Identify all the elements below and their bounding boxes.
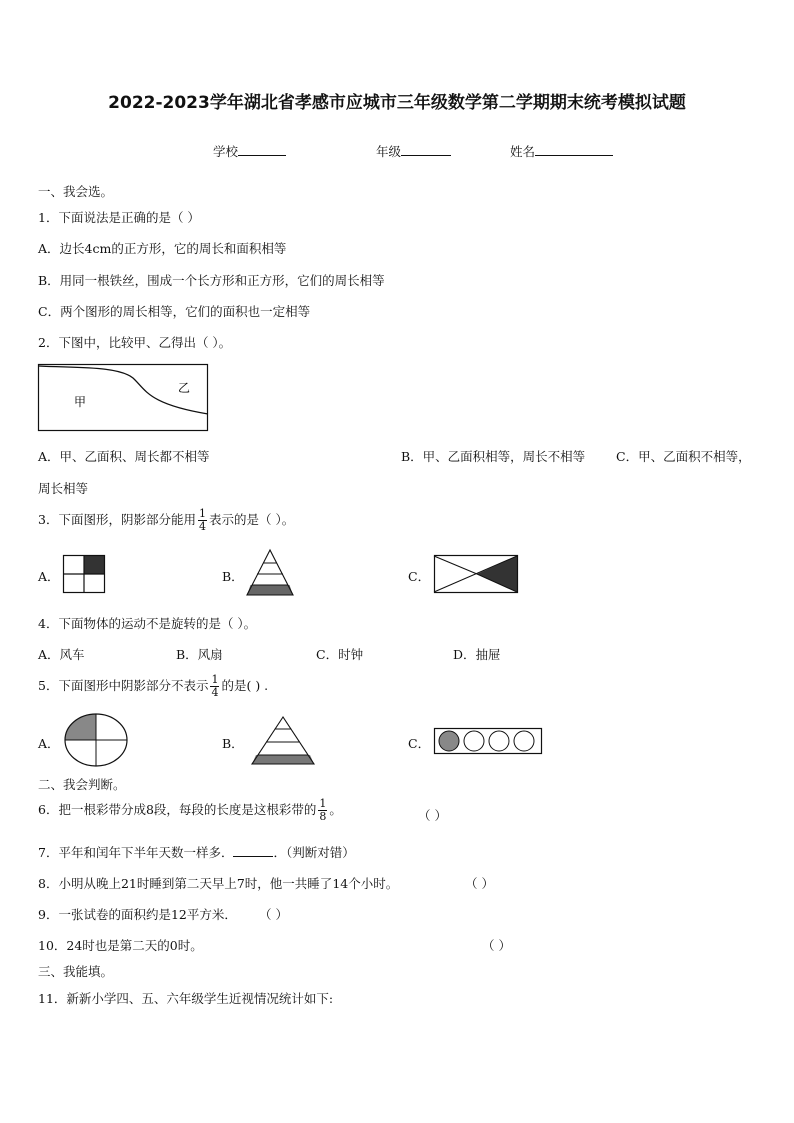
q3-figure-a-grid — [63, 555, 105, 593]
q3-stem-post: 表示的是（ ）。 — [208, 512, 295, 527]
q8-answer-paren[interactable]: （ ） — [465, 876, 494, 891]
q3-option-c[interactable]: C． — [408, 569, 431, 584]
q1-option-c[interactable]: C．两个图形的周长相等，它们的面积也一定相等 — [38, 304, 311, 319]
section-heading-2: 二、我会判断。 — [38, 777, 126, 792]
q5-stem-post: 的是( ) . — [221, 678, 269, 693]
q5-option-c[interactable]: C． — [408, 736, 431, 751]
q8-text: 8．小明从晚上21时睡到第二天早上7时，他一共睡了14个小时。 — [38, 876, 399, 891]
q5-fraction: $\frac{1}{4}$ — [211, 673, 219, 699]
q3-fraction: $\frac{1}{4}$ — [198, 507, 206, 533]
q9-text: 9．一张试卷的面积约是12平方米． — [38, 907, 237, 922]
q4-option-c[interactable]: C．时钟 — [316, 647, 364, 662]
grade-blank[interactable] — [401, 143, 451, 156]
q2-label-yi: 乙 — [178, 381, 191, 395]
q3-stem-pre: 3．下面图形，阴影部分能用 — [38, 512, 196, 527]
q5-figure-c-circles — [434, 728, 542, 754]
q5-stem-pre: 5．下面图形中阴影部分不表示 — [38, 678, 209, 693]
name-blank[interactable] — [535, 143, 613, 156]
q7-question — [38, 843, 355, 861]
page-title: 2022-2023学年湖北省孝感市应城市三年级数学第二学期期末统考模拟试题 — [108, 93, 686, 113]
name-field[interactable] — [510, 142, 613, 160]
school-blank[interactable] — [238, 143, 286, 156]
q3-figure-c-rectangle — [434, 555, 518, 593]
q4-option-a[interactable]: A．风车 — [38, 647, 85, 662]
school-field[interactable] — [213, 142, 286, 160]
q1-option-b[interactable]: B．用同一根铁丝，围成一个长方形和正方形，它们的周长相等 — [38, 273, 385, 288]
q6-fraction: $\frac{1}{8}$ — [319, 797, 327, 823]
name-label: 姓名 — [510, 144, 536, 159]
grade-field[interactable] — [376, 142, 451, 160]
q6-period: 。 — [329, 802, 342, 817]
q7-text: 7．平年和闰年下半年天数一样多． — [38, 845, 234, 860]
school-label: 学校 — [213, 144, 239, 159]
q2-option-b[interactable]: B．甲、乙面积相等，周长不相等 — [401, 449, 586, 464]
q2-label-jia: 甲 — [74, 395, 87, 409]
section-heading-3: 三、我能填。 — [38, 964, 114, 979]
q6-text: 6．把一根彩带分成8段，每段的长度是这根彩带的 — [38, 802, 317, 817]
q5-figure-b-triangle — [250, 716, 316, 766]
q11-text: 11．新新小学四、五、六年级学生近视情况统计如下: — [38, 991, 334, 1006]
grade-label: 年级 — [376, 144, 402, 159]
q3-figure-b-triangle — [246, 549, 294, 597]
q3-option-b[interactable]: B． — [222, 569, 244, 584]
q1-stem: 1．下面说法是正确的是（ ） — [38, 210, 200, 225]
q4-option-d[interactable]: D．抽屉 — [453, 647, 501, 662]
q2-option-c[interactable]: C．甲、乙面积不相等， — [616, 449, 751, 464]
q5-option-b[interactable]: B． — [222, 736, 244, 751]
q5-stem — [38, 674, 268, 699]
q6-question — [38, 798, 342, 823]
q10-text: 10．24时也是第二天的0时。 — [38, 938, 203, 953]
q7-answer-blank[interactable] — [233, 844, 273, 857]
q9-answer-paren[interactable]: （ ） — [259, 907, 288, 922]
q2-stem: 2．下图中，比较甲、乙得出（ ）。 — [38, 335, 232, 350]
q1-option-a[interactable]: A．边长4cm的正方形，它的周长和面积相等 — [38, 241, 287, 256]
q2-option-c-cont: 周长相等 — [38, 481, 89, 496]
q5-figure-a-oval — [64, 713, 128, 767]
q3-option-a[interactable]: A． — [38, 569, 60, 584]
q3-stem — [38, 508, 294, 533]
q10-answer-paren[interactable]: （ ） — [482, 938, 511, 953]
q4-stem: 4．下面物体的运动不是旋转的是（ ）。 — [38, 616, 257, 631]
q6-answer-paren[interactable]: （ ） — [418, 808, 447, 823]
q4-option-b[interactable]: B．风扇 — [176, 647, 223, 662]
q5-option-a[interactable]: A． — [38, 736, 60, 751]
q7-suffix: ．（判断对错） — [273, 845, 355, 860]
q2-figure — [38, 364, 208, 432]
q2-option-a[interactable]: A．甲、乙面积、周长都不相等 — [38, 449, 210, 464]
section-heading-1: 一、我会选。 — [38, 184, 114, 199]
